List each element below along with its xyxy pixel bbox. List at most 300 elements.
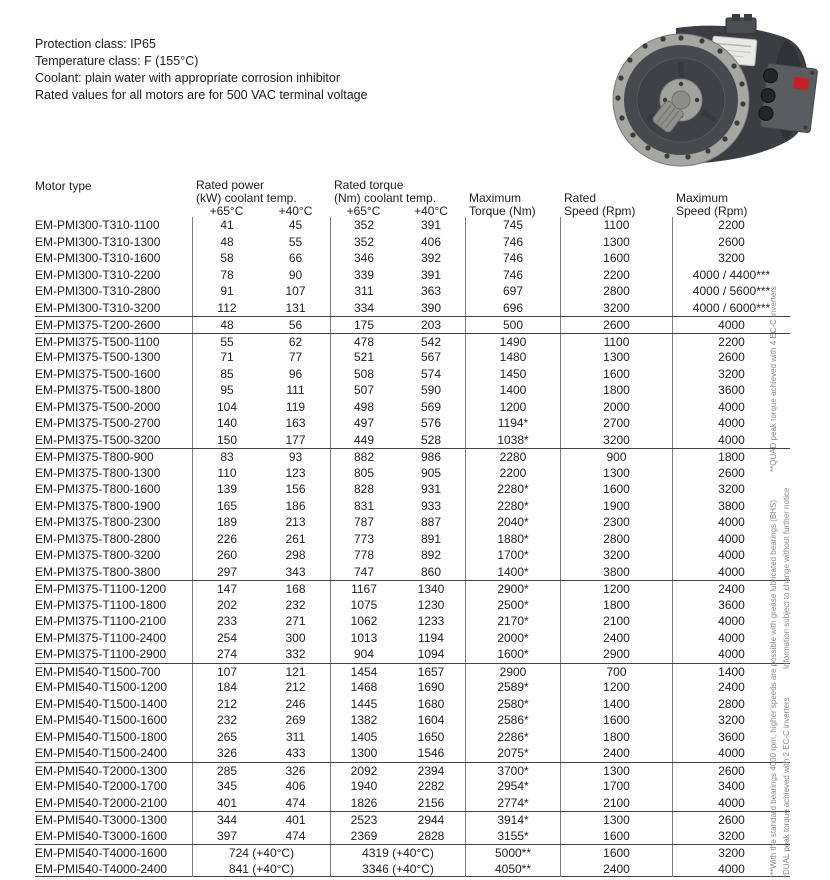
cell-motor-type: EM-PMI375-T500-1300 <box>35 350 161 364</box>
table-row <box>35 349 790 366</box>
cell-torque-40c: 1657 <box>417 664 445 679</box>
cell-rated-speed: 1600 <box>560 828 672 845</box>
cell-power-40c: 406 <box>285 779 306 793</box>
cell-max-torque: 3700* <box>465 763 560 779</box>
cell-torque-40c: 392 <box>420 251 442 265</box>
cell-power-40c: 62 <box>288 334 303 349</box>
cell-torque-40c: 1546 <box>417 746 445 760</box>
col-header-motor-type: Motor type <box>35 179 92 193</box>
cell-power-40c: 55 <box>288 234 303 249</box>
cell-max-torque: 1450 <box>465 366 560 383</box>
cell-power-40c: 261 <box>285 531 306 546</box>
cell-torque-65c: 2092 <box>330 763 397 779</box>
cell-rated-speed: 1300 <box>560 349 672 366</box>
cell-power-65c: 212 <box>192 696 261 713</box>
cell-power-65c: 265 <box>192 729 261 746</box>
table-row <box>35 250 790 267</box>
cell-rated-speed: 3200 <box>560 300 672 317</box>
cell-max-speed: 4000 <box>672 547 790 564</box>
cell-motor-type: EM-PMI375-T500-1600 <box>35 366 161 381</box>
cell-motor-type: EM-PMI540-T3000-1600 <box>35 828 168 843</box>
cell-max-speed: 3200 <box>672 712 790 729</box>
table-row <box>35 481 790 498</box>
cell-motor-type: EM-PMI540-T1500-1200 <box>35 680 168 694</box>
cell-torque-40c: 1690 <box>417 680 445 694</box>
cell-power-65c: 112 <box>192 300 261 317</box>
table-row <box>35 316 790 333</box>
cell-rated-speed: 2700 <box>560 415 672 432</box>
table-row <box>35 646 790 663</box>
table-row <box>35 729 790 746</box>
cell-power-40c: 300 <box>285 630 306 645</box>
cell-motor-type: EM-PMI375-T1100-2100 <box>35 614 167 628</box>
cell-power-65c: 297 <box>192 564 261 581</box>
col-header-power-40c: +40°C <box>278 204 313 218</box>
cell-power-65c: 397 <box>192 828 261 845</box>
cell-torque-40c: 576 <box>420 416 442 430</box>
cell-torque-40c: 891 <box>420 531 442 546</box>
cell-motor-type: EM-PMI540-T1500-2400 <box>35 746 168 760</box>
cell-power-65c: 107 <box>192 664 261 680</box>
cell-max-torque: 3155* <box>465 828 560 845</box>
col-header-power-unit: (kW) coolant temp. <box>196 191 297 205</box>
cell-power-65c: 95 <box>192 382 261 399</box>
cell-max-speed: 1800 <box>672 449 790 465</box>
cell-motor-type: EM-PMI300-T310-2800 <box>35 284 161 298</box>
spec-note-coolant: Coolant: plain water with appropriate corrosion inhibitor <box>35 71 341 85</box>
cell-max-torque: 1038* <box>465 432 560 449</box>
cell-max-speed: 2600 <box>672 465 790 482</box>
spec-table-body <box>35 217 790 877</box>
spec-note-protection: Protection class: IP65 <box>35 37 156 51</box>
cell-torque-40c: 363 <box>420 284 442 298</box>
table-row <box>35 300 790 317</box>
cell-max-speed: 4000 <box>672 399 790 416</box>
cell-torque-40c: 1230 <box>417 597 445 612</box>
cell-torque-40c: 528 <box>420 432 442 447</box>
table-row <box>35 861 790 878</box>
cell-torque-40c: 1094 <box>417 647 445 661</box>
cell-torque-65c: 352 <box>330 234 397 251</box>
cell-power-40c: 212 <box>285 680 306 694</box>
cell-motor-type: EM-PMI540-T1500-700 <box>35 664 161 679</box>
table-row <box>35 415 790 432</box>
cell-power-65c: 85 <box>192 366 261 383</box>
table-row <box>35 547 790 564</box>
table-row <box>35 630 790 647</box>
table-row <box>35 696 790 713</box>
table-row <box>35 828 790 845</box>
cell-torque-40c: 542 <box>420 334 442 349</box>
cell-power-40c: 77 <box>288 350 303 364</box>
cell-torque-40c: 1604 <box>417 713 445 727</box>
table-row <box>35 795 790 812</box>
cell-rated-speed: 3200 <box>560 432 672 449</box>
cell-torque-65c: 175 <box>330 317 397 333</box>
cell-motor-type: EM-PMI375-T800-2800 <box>35 531 161 546</box>
cell-max-torque: 1194* <box>465 415 560 432</box>
cell-motor-type: EM-PMI375-T800-1300 <box>35 465 161 480</box>
cell-motor-type: EM-PMI375-T800-1900 <box>35 498 161 513</box>
cell-max-torque: 2040* <box>465 514 560 531</box>
cell-torque-40c: 1650 <box>417 729 445 744</box>
cell-max-torque: 2900 <box>465 664 560 680</box>
cell-max-speed: 2200 <box>672 334 790 350</box>
footnote-dual-peak-torque: *DUAL peak torque achieved with 2 EC-C inverters <box>782 697 791 878</box>
table-row <box>35 564 790 581</box>
cell-motor-type: EM-PMI375-T1100-1800 <box>35 597 167 612</box>
cell-max-speed: 3200 <box>672 828 790 845</box>
col-header-max-torque-1: Maximum <box>469 191 522 205</box>
col-header-rated-speed-2: Speed (Rpm) <box>564 204 636 218</box>
cell-max-speed: 3200 <box>672 481 790 498</box>
cell-torque-40c: 933 <box>420 498 442 513</box>
table-row <box>35 613 790 630</box>
spec-table <box>35 178 790 877</box>
cell-rated-speed: 1600 <box>560 366 672 383</box>
cell-torque-65c: 311 <box>330 283 397 300</box>
cell-power-40c: 111 <box>286 383 305 397</box>
table-row <box>35 366 790 383</box>
cell-power-65c: 345 <box>192 778 261 795</box>
table-row <box>35 712 790 729</box>
footnote-quad-peak-torque: **QUAD peak torque achieved with 4 EC-C inverters <box>769 285 778 472</box>
cell-max-speed: 4000 <box>672 646 790 663</box>
footnote-standard-bearings: ***With the standard bearings 4000 rpm, higher speeds are possible with grease lubricated bearings (BHS) <box>769 500 778 878</box>
cell-power-65c: 110 <box>192 465 261 482</box>
cell-rated-speed: 2600 <box>560 317 672 333</box>
cell-power-65c: 48 <box>192 234 261 251</box>
cell-power-40c: 123 <box>285 465 306 480</box>
cell-power-40c: 66 <box>288 251 303 265</box>
table-row <box>35 514 790 531</box>
cell-torque-65c: 747 <box>330 564 397 581</box>
cell-motor-type: EM-PMI540-T2000-1700 <box>35 779 168 793</box>
table-row <box>35 498 790 515</box>
cell-rated-speed: 1200 <box>560 679 672 696</box>
cell-max-speed: 1400 <box>672 664 790 680</box>
cell-power-65c: 83 <box>192 449 261 465</box>
cell-motor-type: EM-PMI375-T500-1800 <box>35 383 161 397</box>
cell-torque-40c: 2282 <box>417 779 445 793</box>
cell-rated-speed: 2900 <box>560 646 672 663</box>
cell-power-65c: 285 <box>192 763 261 779</box>
cell-torque-65c: 346 <box>330 250 397 267</box>
table-row <box>35 465 790 482</box>
cell-max-torque: 2170* <box>465 613 560 630</box>
cell-torque-65c: 449 <box>330 432 397 449</box>
cell-rated-speed: 1100 <box>560 334 672 350</box>
footnote-column-1 <box>768 276 781 878</box>
cell-power-40c: 119 <box>285 399 306 414</box>
cell-torque-65c: 787 <box>330 514 397 531</box>
cell-torque-65c: 1075 <box>330 597 397 614</box>
table-row <box>35 778 790 795</box>
cell-torque-65c: 334 <box>330 300 397 317</box>
cell-rated-speed: 700 <box>560 664 672 680</box>
footnote-subject-to-change: Information subject to change without further notice <box>782 487 791 670</box>
col-header-torque-65c: +65°C <box>346 204 381 218</box>
cell-power-65c: 344 <box>192 812 261 828</box>
cell-max-speed: 3600 <box>672 729 790 746</box>
cell-power-40c: 433 <box>285 746 306 760</box>
cell-power-40c: 326 <box>285 763 306 778</box>
cell-rated-speed: 2800 <box>560 531 672 548</box>
cell-max-speed: 3200 <box>672 366 790 383</box>
cell-max-torque: 1600* <box>465 646 560 663</box>
cell-motor-type: EM-PMI375-T500-3200 <box>35 432 161 447</box>
cell-max-torque: 745 <box>465 217 560 234</box>
cell-torque-65c: 1013 <box>330 630 397 647</box>
cell-torque-65c: 497 <box>330 415 397 432</box>
cell-rated-speed: 1300 <box>560 763 672 779</box>
cell-torque-65c: 352 <box>330 217 397 234</box>
cell-max-torque: 1490 <box>465 334 560 350</box>
cell-torque-65c: 1454 <box>330 664 397 680</box>
cell-max-torque: 746 <box>465 234 560 251</box>
cell-max-speed: 2400 <box>672 679 790 696</box>
cell-rated-speed: 1200 <box>560 581 672 597</box>
cell-rated-speed: 1800 <box>560 382 672 399</box>
cell-rated-speed: 1600 <box>560 481 672 498</box>
cell-max-speed: 4000 <box>672 514 790 531</box>
table-row <box>35 283 790 300</box>
cell-max-torque: 5000** <box>465 845 560 861</box>
cell-max-speed: 4000 <box>672 415 790 432</box>
cell-torque-40c: 887 <box>420 515 442 529</box>
cell-max-speed: 3600 <box>672 597 790 614</box>
cell-power-40c: 56 <box>288 318 303 332</box>
cell-torque-40c: 892 <box>420 548 442 562</box>
cell-rated-torque: 4319 (+40°C) <box>330 845 465 861</box>
cell-max-speed: 4000 <box>672 630 790 647</box>
cell-max-speed: 4000 <box>672 531 790 548</box>
cell-power-65c: 184 <box>192 679 261 696</box>
cell-power-65c: 150 <box>192 432 261 449</box>
cell-max-torque: 696 <box>465 300 560 317</box>
cell-motor-type: EM-PMI540-T3000-1300 <box>35 813 168 827</box>
cell-rated-speed: 3200 <box>560 547 672 564</box>
cell-max-speed: 3800 <box>672 498 790 515</box>
cell-power-65c: 401 <box>192 795 261 812</box>
cell-motor-type: EM-PMI540-T1500-1600 <box>35 713 168 727</box>
table-row <box>35 762 790 779</box>
cell-rated-power: 724 (+40°C) <box>192 845 330 861</box>
cell-rated-speed: 2000 <box>560 399 672 416</box>
cell-rated-speed: 1300 <box>560 234 672 251</box>
motor-photo <box>596 12 818 174</box>
table-row <box>35 217 790 234</box>
cell-power-40c: 298 <box>285 548 306 562</box>
col-header-rated-power: Rated power <box>196 178 265 192</box>
cell-power-65c: 41 <box>192 217 261 234</box>
cell-max-speed: 4000 / 6000*** <box>672 300 790 317</box>
cell-max-speed: 3200 <box>672 845 790 861</box>
cell-torque-65c: 1300 <box>330 745 397 762</box>
cell-power-65c: 165 <box>192 498 261 515</box>
cell-torque-40c: 567 <box>420 350 442 364</box>
cell-power-40c: 107 <box>285 284 306 298</box>
cell-max-torque: 2586* <box>465 712 560 729</box>
cell-torque-65c: 1826 <box>330 795 397 812</box>
cell-power-65c: 326 <box>192 745 261 762</box>
cell-max-speed: 4000 / 4400*** <box>672 267 790 284</box>
cell-rated-torque: 3346 (+40°C) <box>330 861 465 877</box>
cell-torque-65c: 498 <box>330 399 397 416</box>
cell-power-65c: 233 <box>192 613 261 630</box>
cell-max-speed: 3400 <box>672 778 790 795</box>
cell-power-65c: 202 <box>192 597 261 614</box>
cell-max-torque: 746 <box>465 250 560 267</box>
cell-torque-65c: 1468 <box>330 679 397 696</box>
cell-torque-40c: 2944 <box>417 813 445 827</box>
cell-rated-speed: 2400 <box>560 861 672 877</box>
cell-motor-type: EM-PMI375-T1100-2900 <box>35 647 167 661</box>
table-row <box>35 679 790 696</box>
cell-motor-type: EM-PMI375-T800-1600 <box>35 482 161 496</box>
cell-torque-40c: 905 <box>420 465 442 480</box>
cell-power-65c: 274 <box>192 646 261 663</box>
table-row <box>35 597 790 614</box>
cell-torque-65c: 773 <box>330 531 397 548</box>
table-row <box>35 745 790 762</box>
cell-motor-type: EM-PMI300-T310-2200 <box>35 267 161 282</box>
cell-torque-65c: 2523 <box>330 812 397 828</box>
cell-max-speed: 2800 <box>672 696 790 713</box>
cell-torque-40c: 986 <box>420 450 442 464</box>
cell-torque-65c: 508 <box>330 366 397 383</box>
cell-motor-type: EM-PMI540-T1500-1400 <box>35 696 168 711</box>
cell-rated-speed: 1600 <box>560 712 672 729</box>
cell-torque-40c: 590 <box>420 383 442 397</box>
cell-rated-speed: 1400 <box>560 696 672 713</box>
cell-rated-speed: 2100 <box>560 613 672 630</box>
cell-power-40c: 246 <box>285 696 306 711</box>
cell-max-speed: 2200 <box>672 217 790 234</box>
cell-max-speed: 2600 <box>672 763 790 779</box>
cell-power-40c: 332 <box>285 647 306 661</box>
cell-max-torque: 2000* <box>465 630 560 647</box>
cell-max-torque: 2075* <box>465 745 560 762</box>
cell-torque-65c: 1167 <box>330 581 397 597</box>
cell-torque-65c: 1062 <box>330 613 397 630</box>
table-row <box>35 844 790 861</box>
cell-max-speed: 2600 <box>672 812 790 828</box>
cell-power-40c: 269 <box>285 713 306 727</box>
cell-max-torque: 2286* <box>465 729 560 746</box>
cell-power-65c: 48 <box>192 317 261 333</box>
cell-power-40c: 343 <box>285 564 306 579</box>
table-row <box>35 811 790 828</box>
cell-torque-65c: 828 <box>330 481 397 498</box>
cell-max-speed: 3200 <box>672 250 790 267</box>
cell-max-torque: 2900* <box>465 581 560 597</box>
cell-max-speed: 4000 <box>672 795 790 812</box>
cell-motor-type: EM-PMI540-T2000-2100 <box>35 795 168 810</box>
cell-motor-type: EM-PMI540-T4000-1600 <box>35 846 168 860</box>
cell-torque-40c: 391 <box>420 267 442 282</box>
table-row <box>35 448 790 465</box>
cell-motor-type: EM-PMI375-T500-2000 <box>35 399 161 414</box>
cell-torque-65c: 831 <box>330 498 397 515</box>
cell-max-speed: 4000 <box>672 432 790 449</box>
cell-max-torque: 1480 <box>465 349 560 366</box>
cell-power-65c: 71 <box>192 349 261 366</box>
cell-rated-speed: 1800 <box>560 597 672 614</box>
cell-motor-type: EM-PMI375-T500-2700 <box>35 416 161 430</box>
cell-max-torque: 3914* <box>465 812 560 828</box>
cell-rated-speed: 2800 <box>560 283 672 300</box>
cell-rated-speed: 1800 <box>560 729 672 746</box>
cell-max-speed: 4000 <box>672 861 790 877</box>
cell-torque-40c: 1233 <box>417 614 445 628</box>
cell-max-speed: 4000 / 5600*** <box>672 283 790 300</box>
cell-power-40c: 474 <box>285 795 306 810</box>
cell-max-torque: 2589* <box>465 679 560 696</box>
cell-power-40c: 271 <box>285 614 306 628</box>
col-header-torque-unit: (Nm) coolant temp. <box>334 191 437 205</box>
cell-power-65c: 232 <box>192 712 261 729</box>
cell-max-torque: 2774* <box>465 795 560 812</box>
cell-max-torque: 1880* <box>465 531 560 548</box>
spec-notes <box>35 36 368 104</box>
cell-power-40c: 213 <box>285 515 306 529</box>
cell-power-40c: 168 <box>285 582 306 596</box>
cell-torque-65c: 478 <box>330 334 397 350</box>
cell-rated-speed: 1600 <box>560 250 672 267</box>
cell-torque-40c: 931 <box>420 482 442 496</box>
cell-max-speed: 4000 <box>672 745 790 762</box>
cell-max-torque: 500 <box>465 317 560 333</box>
cell-max-speed: 4000 <box>672 564 790 581</box>
cell-rated-speed: 2300 <box>560 514 672 531</box>
cell-power-40c: 232 <box>285 597 306 612</box>
cell-motor-type: EM-PMI300-T310-1300 <box>35 234 161 249</box>
cell-max-torque: 1400* <box>465 564 560 581</box>
cell-power-40c: 96 <box>288 366 303 381</box>
cell-motor-type: EM-PMI375-T800-900 <box>35 450 154 464</box>
cell-power-65c: 104 <box>192 399 261 416</box>
cell-torque-65c: 339 <box>330 267 397 284</box>
cell-torque-40c: 1340 <box>417 582 445 596</box>
cell-max-torque: 2280* <box>465 498 560 515</box>
cell-torque-65c: 1940 <box>330 778 397 795</box>
cell-max-torque: 2200 <box>465 465 560 482</box>
cell-rated-speed: 1900 <box>560 498 672 515</box>
table-row <box>35 399 790 416</box>
cell-torque-65c: 778 <box>330 547 397 564</box>
cell-power-65c: 147 <box>192 581 261 597</box>
table-row <box>35 663 790 680</box>
cell-motor-type: EM-PMI540-T1500-1800 <box>35 729 168 744</box>
cell-torque-40c: 574 <box>420 366 442 381</box>
cell-rated-speed: 1100 <box>560 217 672 234</box>
table-row <box>35 580 790 597</box>
cell-power-65c: 139 <box>192 481 261 498</box>
cell-torque-40c: 2828 <box>417 828 445 843</box>
cell-power-40c: 121 <box>285 664 306 679</box>
cell-power-65c: 189 <box>192 514 261 531</box>
cell-power-65c: 78 <box>192 267 261 284</box>
cell-max-torque: 2580* <box>465 696 560 713</box>
table-row <box>35 333 790 350</box>
table-row <box>35 234 790 251</box>
cell-motor-type: EM-PMI375-T500-1100 <box>35 334 160 349</box>
table-row <box>35 531 790 548</box>
table-row <box>35 267 790 284</box>
cell-torque-40c: 203 <box>420 318 442 332</box>
cell-torque-40c: 391 <box>420 218 442 232</box>
